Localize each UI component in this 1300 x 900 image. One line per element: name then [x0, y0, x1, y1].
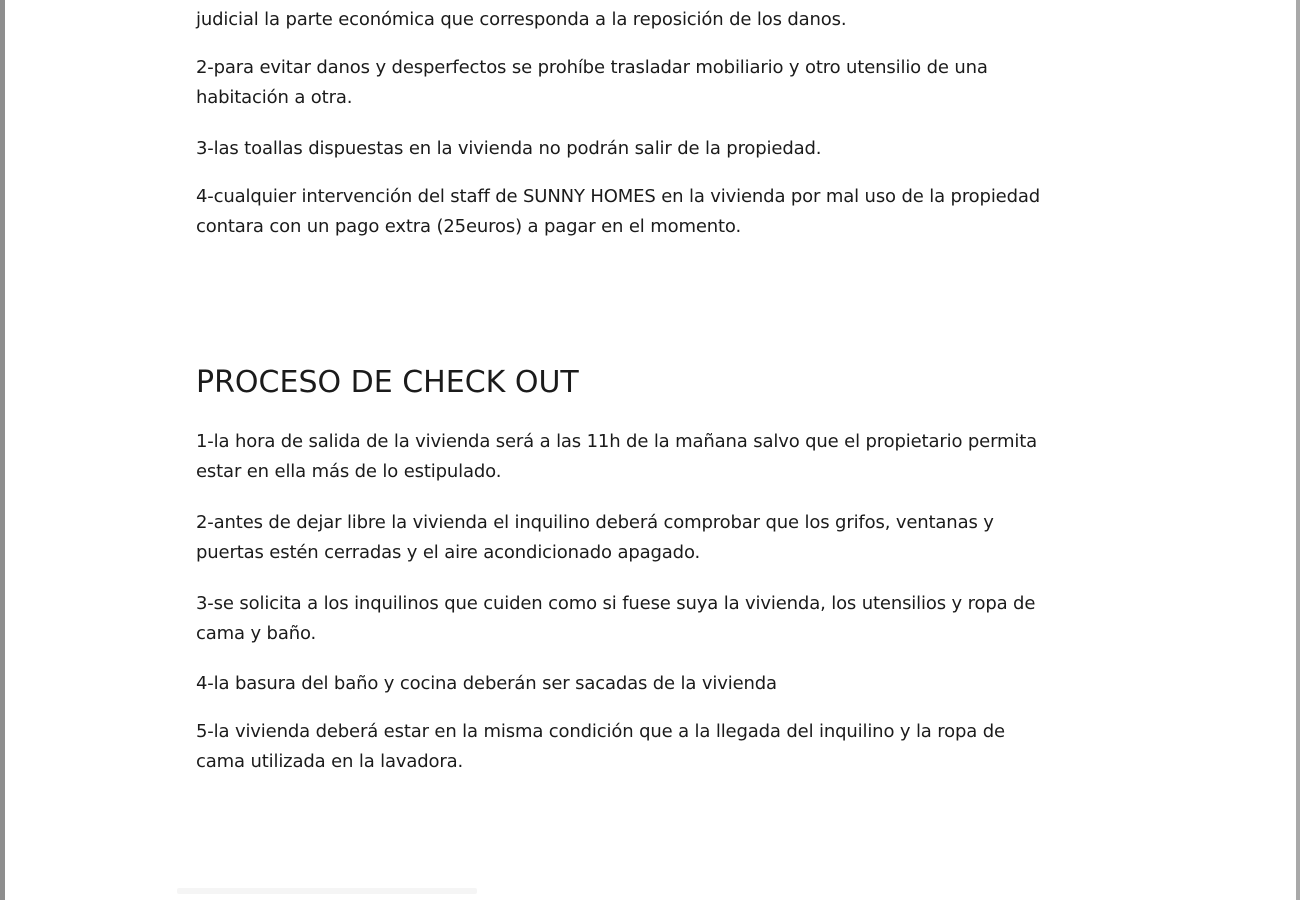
checkout-item-1: 1-la hora de salida de la vivienda será a las 11h de la mañana salvo que el propietario permita estar en ella más de lo estipulado.	[196, 431, 1038, 482]
rule-2: 2-para evitar danos y desperfectos se prohíbe trasladar mobiliario y otro utensilio de una habitación a otra.	[196, 57, 988, 108]
checkout-item-4: 4-la basura del baño y cocina deberán ser sacadas de la vivienda	[196, 673, 777, 694]
checkout-item-5: 5-la vivienda deberá estar en la misma condición que a la llegada del inquilino y la ropa de cama utilizada en la lavadora.	[196, 721, 1005, 772]
cutoff-text-fragment	[177, 888, 477, 894]
checkout-item-2: 2-antes de dejar libre la vivienda el inquilino deberá comprobar que los grifos, ventanas y puertas estén cerradas y el aire acondicionado apagado.	[196, 512, 994, 563]
rule-4: 4-cualquier intervención del staff de SUNNY HOMES en la vivienda por mal uso de la propiedad contara con un pago extra (25euros) a pagar en el momento.	[196, 186, 1041, 237]
rule-3: 3-las toallas dispuestas en la vivienda no podrán salir de la propiedad.	[196, 138, 822, 159]
rule-1-continuation: judicial la parte económica que corresponda a la reposición de los danos.	[196, 9, 847, 30]
section-heading: PROCESO DE CHECK OUT	[196, 365, 579, 400]
checkout-item-3: 3-se solicita a los inquilinos que cuiden como si fuese suya la vivienda, los utensilios y ropa de cama y baño.	[196, 593, 1036, 644]
